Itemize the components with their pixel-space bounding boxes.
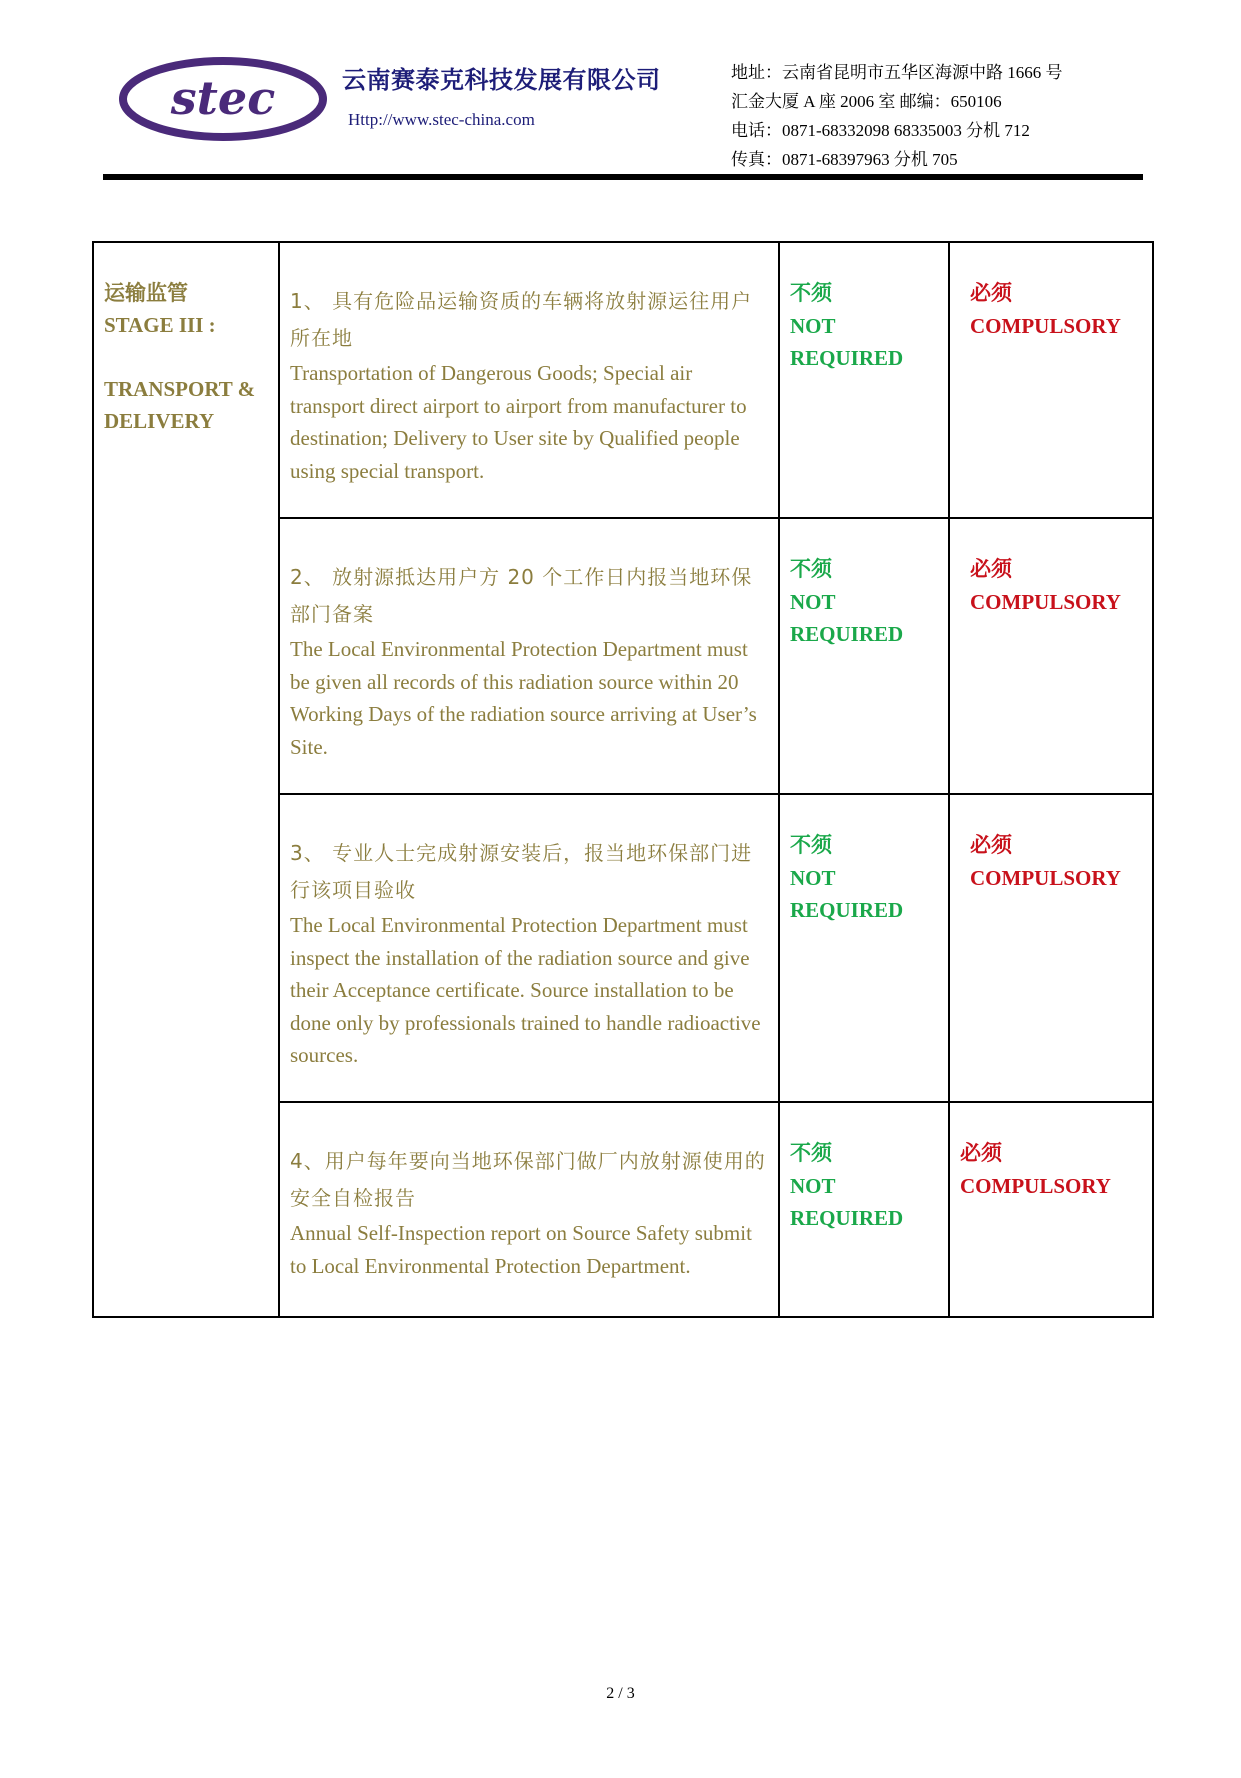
fax-line: 传真：0871-68397963 分机 705 [731, 150, 958, 169]
compulsory-en: COMPULSORY [960, 1173, 1111, 1198]
not-required-cn: 不须 [790, 557, 832, 581]
not-required-cell [779, 242, 949, 518]
compulsory-cn: 必须 [970, 833, 1012, 857]
not-required-en-1: NOT [790, 865, 836, 890]
not-required-en-2: REQUIRED [790, 346, 904, 370]
company-name: 云南赛泰克科技发展有限公司 [342, 66, 661, 94]
not-required-cell [779, 794, 949, 1102]
requirement-description [279, 518, 779, 794]
not-required-en-1: NOT [790, 589, 836, 614]
compulsory-en: COMPULSORY [970, 865, 1121, 890]
requirement-cn: 1、 具有危险品运输资质的车辆将放射源运往用户所在地 [290, 289, 753, 350]
stage-cell [93, 242, 279, 1317]
compulsory-cell [949, 242, 1153, 518]
compulsory-cn: 必须 [960, 1141, 1002, 1165]
requirement-cn: 2、 放射源抵达用户方 20 个工作日内报当地环保部门备案 [290, 565, 753, 626]
requirement-cn: 3、 专业人士完成射源安装后，报当地环保部门进行该项目验收 [290, 841, 753, 902]
compulsory-en: COMPULSORY [970, 313, 1121, 338]
stec-logo-icon [118, 56, 328, 142]
compulsory-cell [949, 794, 1153, 1102]
requirement-description [279, 242, 779, 518]
not-required-en-1: NOT [790, 1173, 836, 1198]
logo-wordmark: stec [170, 71, 276, 125]
stage-title-line2: DELIVERY [104, 409, 215, 433]
contact-block [731, 58, 1063, 174]
compulsory-cell [949, 1102, 1153, 1317]
not-required-cn: 不须 [790, 1141, 832, 1165]
stage-title-line1: TRANSPORT & [104, 377, 256, 401]
requirement-en: Annual Self-Inspection report on Source Safety submit to Local Environmental Protection Department. [290, 1221, 752, 1278]
compulsory-en: COMPULSORY [970, 589, 1121, 614]
header-divider [103, 174, 1143, 180]
requirement-en: The Local Environmental Protection Department must be given all records of this radiation source within 20 Working Days of the radiation source arriving at User’s Site. [290, 637, 757, 759]
not-required-cn: 不须 [790, 833, 832, 857]
compulsory-cn: 必须 [970, 281, 1012, 305]
requirement-cn: 4、用户每年要向当地环保部门做厂内放射源使用的安全自检报告 [290, 1149, 766, 1210]
page-number: 2 / 3 [606, 1685, 635, 1702]
not-required-cn: 不须 [790, 281, 832, 305]
address-line-2: 汇金大厦 A 座 2006 室 邮编：650106 [731, 92, 1002, 111]
address-line-1: 地址：云南省昆明市五华区海源中路 1666 号 [731, 63, 1063, 82]
not-required-en-2: REQUIRED [790, 622, 904, 646]
website-link[interactable]: Http://www.stec-china.com [348, 110, 535, 129]
compulsory-cn: 必须 [970, 557, 1012, 581]
not-required-en-1: NOT [790, 313, 836, 338]
requirement-en: Transportation of Dangerous Goods; Special air transport direct airport to airport from manufacturer to destination; Delivery to User site by Qualified people using special transport. [290, 361, 747, 483]
stage-cn: 运输监管 [104, 281, 188, 305]
requirement-en: The Local Environmental Protection Department must inspect the installation of the radiation source and give their Acceptance certificate. Source installation to be done only by professionals trained to handle radioactive sources. [290, 913, 761, 1067]
compulsory-cell [949, 518, 1153, 794]
requirement-description [279, 1102, 779, 1317]
requirements-table [92, 241, 1154, 1318]
table-row [93, 242, 1153, 518]
phone-line: 电话：0871-68332098 68335003 分机 712 [731, 121, 1030, 140]
requirement-description [279, 794, 779, 1102]
not-required-en-2: REQUIRED [790, 1206, 904, 1230]
not-required-cell [779, 518, 949, 794]
stage-label: STAGE III : [104, 313, 216, 337]
not-required-cell [779, 1102, 949, 1317]
company-logo [118, 56, 328, 142]
not-required-en-2: REQUIRED [790, 898, 904, 922]
